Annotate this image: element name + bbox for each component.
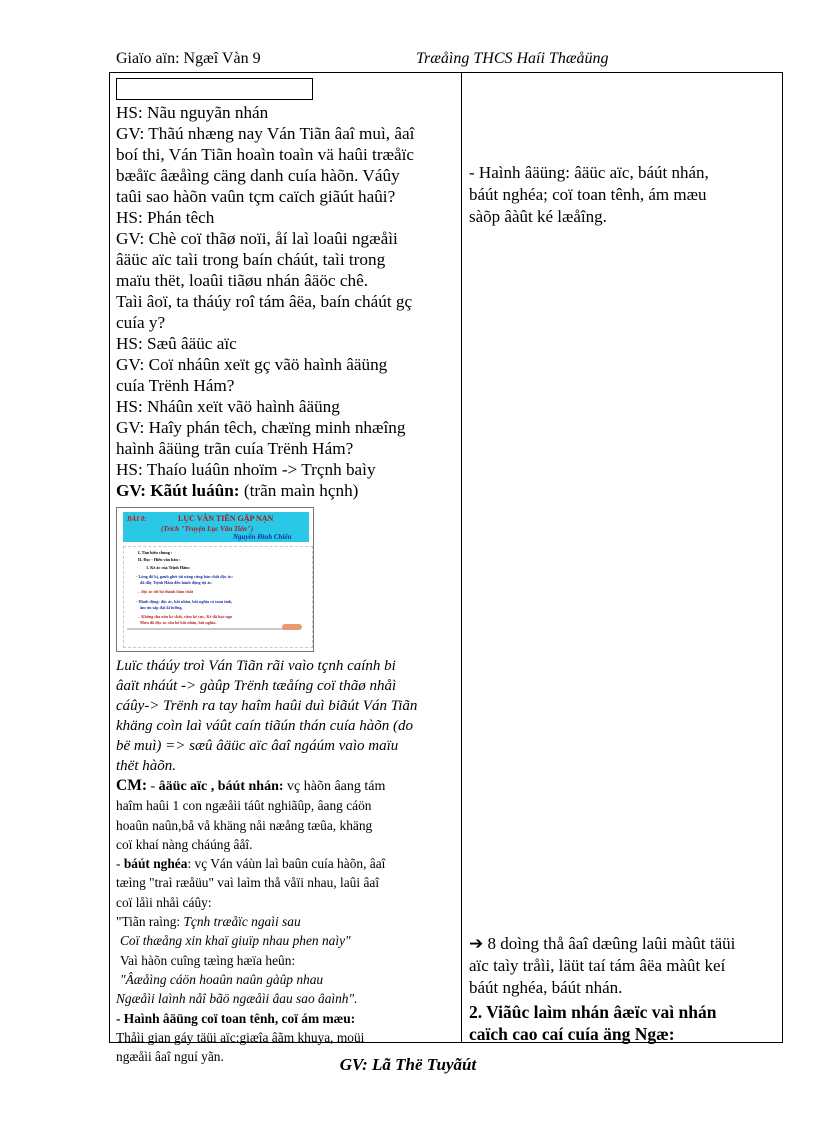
quote-prefix: "Tiãn raìng:	[116, 914, 184, 930]
quote-line-3: Vaì hàõn cuîng tæìng hæïa heûn:	[120, 952, 296, 968]
cm-rest: vç hàõn âang tám	[283, 779, 386, 794]
italic-line: Luïc tháúy troì Ván Tiãn rãi vaìo tçnh caính bi	[116, 658, 396, 674]
dialogue-line: cuía y?	[116, 313, 166, 332]
section-heading-line: caïch cao caí cuía äng Ngæ:	[469, 1024, 675, 1044]
dialogue-line: maïu thët, loaûi tiãøu nhán âäöc chê.	[116, 271, 368, 290]
column-divider	[461, 72, 462, 1043]
conclusion-line	[116, 480, 454, 501]
slide-line: - Hành động: độc ác, bất nhân, bất nghĩa có toan tính,	[136, 599, 233, 604]
right-line: - Haình âäüng: âäüc aïc, báút nhán,	[469, 163, 709, 182]
slide-body	[123, 546, 313, 648]
page-header	[116, 50, 786, 72]
quote-line-1	[116, 912, 454, 931]
italic-analysis	[116, 656, 454, 776]
action-heading: - Haình âäüng coï toan tênh, coï ám mæu:	[116, 1010, 356, 1026]
slide-progress-bar	[127, 628, 299, 630]
italic-line: bë muì) => sæû âäüc aïc âaî ngáúm vaìo maïu	[116, 738, 399, 754]
quote-l1: Tçnh træåïc ngaìi sau	[183, 914, 301, 930]
dialogue-line: HS: Phán têch	[116, 208, 215, 227]
dialogue-line: GV: Thãú nhæng nay Ván Tiãn âaî muì, âaî	[116, 124, 415, 143]
dialogue-line: cuía Trënh Hám?	[116, 376, 235, 395]
quote-line-5: Ngæåìi laình nåî bãö ngæåìi âau sao âaình".	[116, 991, 358, 1007]
slide-subtitle: (Trích "Truyện Lục Vân Tiên")	[161, 525, 254, 533]
dialogue-line: âäüc aïc taìi trong baín cháút, taìi trong	[116, 250, 386, 269]
section-heading-line: 2. Viãûc laìm nhán âæïc vaì nhán	[469, 1002, 717, 1022]
dialogue-line: GV: Coï nháûn xeït gç vãö haình âäüng	[116, 355, 388, 374]
slide-line: I. Tìm hiểu chung :	[138, 550, 173, 555]
dialogue-line: GV: Chè coï thãø noïi, åí laì loaûi ngæåìi	[116, 229, 398, 248]
dialogue-line: bæåïc âæåìng cäng danh cuía hàõn. Váûy	[116, 166, 400, 185]
slide-line: → độc ác tới bỏ thành bẩm chất	[136, 589, 194, 594]
empty-box	[116, 78, 313, 100]
dialogue-line: HS: Thaío luáûn nhoïm -> Trçnh baìy	[116, 460, 376, 479]
right-line: báút nghéa, báút nhán.	[469, 978, 623, 997]
dialogue-line: HS: Sæû âäüc aïc	[116, 334, 237, 353]
dialogue-line: HS: Nãu nguyãn nhán	[116, 103, 269, 122]
bn-rest: : vç Ván váùn laì baûn cuía hàõn, âaî	[187, 856, 386, 872]
bn-line	[116, 854, 454, 873]
italic-line: âaït nháút -> gàûp Trënh tæåíng coï thãø nhåì	[116, 678, 397, 694]
slide-line: II. Đọc - Hiểu văn bản :	[138, 557, 181, 562]
bn-text-line: tæìng "traì ræåüu" vaì laìm thå våïi nhau, laûi âaî	[116, 875, 380, 891]
arrow-icon: ➔	[469, 934, 484, 954]
right-line: báút nghéa; coï toan tênh, ám mæu	[469, 185, 707, 204]
cm-label: CM:	[116, 777, 147, 794]
italic-line: thët hàõn.	[116, 758, 176, 774]
cm-line	[116, 776, 454, 796]
left-column	[116, 78, 454, 1066]
right-line: aïc taìy tråìi, läüt taí tám âëa màût keí	[469, 956, 726, 975]
conclusion-rest: (trãn maìn hçnh)	[239, 481, 359, 500]
header-lesson-plan: Giaïo aïn: Ngæî Vàn 9	[116, 50, 261, 67]
dialogue-line: GV: Haîy phán têch, chæïng minh nhæîng	[116, 418, 406, 437]
italic-line: khäng coìn laì váût caín tiãún thán cuía hàõn (do	[116, 718, 414, 734]
slide-pointer	[282, 624, 302, 630]
cm-bold: âäüc aïc , báút nhán:	[158, 779, 284, 794]
slide-thumbnail	[116, 507, 314, 652]
slide-title: LỤC VÂN TIÊN GẶP NẠN	[178, 514, 274, 523]
right-bottom-notes	[469, 933, 777, 1045]
slide-line: Mưu đồ độc ác cần bổ bất nhân, bất nghĩa.	[140, 620, 217, 625]
slide-line: - Lòng đố kị, ganh ghét tài năng cũng bản chất độc ác:	[136, 574, 233, 579]
bn-dash: -	[116, 856, 124, 872]
cm-lines	[116, 796, 454, 854]
bn-lines	[116, 873, 454, 912]
quote-line-2: Coï thæång xin khaï giuïp nhau phen naìy"	[120, 933, 351, 949]
time-text-line: Thåìi gian gáy täüi aïc:giæîa âãm khuya, moüi	[116, 1029, 365, 1045]
dialogue-line: boí thi, Ván Tiãn hoaìn toaìn vä haûi træåïc	[116, 145, 415, 164]
bn-bold: báút nghéa	[123, 856, 188, 872]
dialogue-line: HS: Nháûn xeït vãö haình âäüng	[116, 397, 340, 416]
quote-line-4: "Âæåìng cáön hoaûn naûn gàûp nhau	[120, 971, 324, 987]
slide-line: đã dẫy Trịnh Hâm đến hành động tội ác.	[140, 580, 213, 585]
page-footer: GV: Lã Thë Tuyãút	[339, 1055, 477, 1074]
slide-line: âm ưu sắp đặt kĩ lưỡng.	[140, 605, 183, 610]
right-arrow-line	[469, 933, 777, 955]
right-arrow-text: 8 doìng thå âaî dæûng laûi màût täüi	[483, 934, 736, 953]
slide-title-band	[123, 512, 309, 542]
slide-line: → Không tha nôn kẻ chất, vầm kẻ cực, Kẻ đã bạo ngơ	[136, 614, 233, 619]
bn-text-line: coï låìi nhåì cáûy:	[116, 894, 212, 910]
cm-text-line: hoaûn naûn,bå vå khäng nåi næång tæûa, khäng	[116, 817, 373, 833]
slide-lesson-label: BÀI 8:	[127, 515, 147, 523]
slide-line: 1. Kẻ ác của Trịnh Hâm:	[146, 565, 191, 570]
conclusion-label: GV: Kãút luáûn:	[116, 481, 240, 500]
cm-text-line: haîm haûi 1 con ngæåìi táût nghiãûp, âang cáön	[116, 798, 372, 814]
right-top-notes	[469, 162, 777, 228]
dialogue-lines	[116, 102, 454, 480]
dialogue-line: Taìi âoï, ta tháúy roî tám âëa, baín cháút gç	[116, 292, 413, 311]
time-text-line: ngæåìi âaî nguí yãn.	[116, 1049, 224, 1065]
dialogue-line: haình âäüng trãn cuía Trënh Hám?	[116, 439, 354, 458]
slide-author: Nguyễn Đình Chiểu	[233, 533, 292, 541]
italic-line: cáûy-> Trënh ra tay haîm haûi duì biãút Ván Tiãn	[116, 698, 418, 714]
dialogue-line: taûi sao hàõn vaûn tçm caïch giãút haûi?	[116, 187, 396, 206]
header-school: Træåìng THCS Haíi Thæåüng	[416, 50, 609, 67]
cm-dash: -	[147, 779, 159, 794]
cm-text-line: coï khaí nàng cháúng âåî.	[116, 836, 253, 852]
right-line: sàõp âàût ké læåîng.	[469, 207, 607, 226]
